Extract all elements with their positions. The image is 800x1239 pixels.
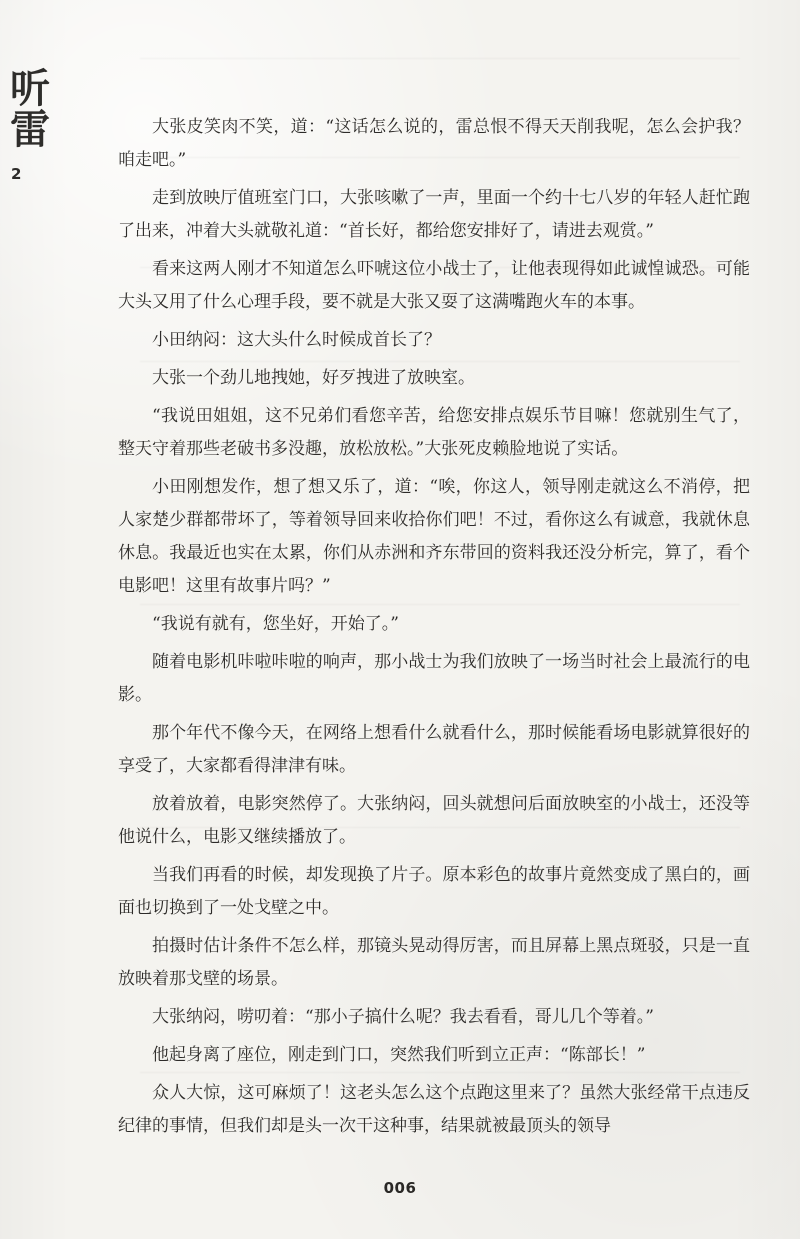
paragraph: 走到放映厅值班室门口，大张咳嗽了一声，里面一个约十七八岁的年轻人赶忙跑了出来，冲着大头就敬礼道：“首长好，都给您安排好了，请进去观赏。” (118, 188, 750, 241)
paragraph: 小田刚想发作，想了想又乐了，道：“唉，你这人，领导刚走就这么不消停，把人家楚少群都带坏了，等着领导回来收拾你们吧！不过，看你这么有诚意，我就休息休息。我最近也实在太累，你们从赤洲和齐东带回的资料我还没分析完，算了，看个电影吧！这里有故事片吗？” (118, 477, 750, 596)
paragraph: “我说田姐姐，这不兄弟们看您辛苦，给您安排点娱乐节目嘛！您就别生气了，整天守着那些老破书多没趣，放松放松。”大张死皮赖脸地说了实话。 (118, 406, 750, 459)
paragraph: 他起身离了座位，刚走到门口，突然我们听到立正声：“陈部长！” (152, 1045, 646, 1065)
paragraph: 大张皮笑肉不笑，道：“这话怎么说的，雷总恨不得天天削我呢，怎么会护我？咱走吧。” (118, 117, 750, 170)
paragraph: 小田纳闷：这大头什么时候成首长了？ (152, 330, 441, 350)
paragraph: 大张纳闷，唠叨着：“那小子搞什么呢？我去看看，哥儿几个等着。” (152, 1007, 654, 1027)
paragraph: “我说有就有，您坐好，开始了。” (152, 614, 399, 634)
side-title-char-1: 听 (10, 65, 50, 112)
paragraph: 当我们再看的时候，却发现换了片子。原本彩色的故事片竟然变成了黑白的，画面也切换到了一处戈壁之中。 (118, 865, 750, 918)
paragraph: 放着放着，电影突然停了。大张纳闷，回头就想问后面放映室的小战士，还没等他说什么，电影又继续播放了。 (118, 794, 750, 847)
bleed-through-line (140, 58, 740, 59)
paragraph: 看来这两人刚才不知道怎么吓唬这位小战士了，让他表现得如此诚惶诚恐。可能大头又用了什么心理手段，要不就是大张又耍了这满嘴跑火车的本事。 (118, 259, 750, 312)
paragraph: 大张一个劲儿地拽她，好歹拽进了放映室。 (152, 368, 475, 388)
paragraph: 那个年代不像今天，在网络上想看什么就看什么，那时候能看场电影就算很好的享受了，大家都看得津津有味。 (118, 723, 750, 776)
page-number: 006 (383, 1179, 417, 1197)
paragraph: 随着电影机咔啦咔啦的响声，那小战士为我们放映了一场当时社会上最流行的电影。 (118, 652, 750, 705)
body-text (118, 111, 750, 1143)
paragraph: 拍摄时估计条件不怎么样，那镜头晃动得厉害，而且屏幕上黑点斑驳，只是一直放映着那戈壁的场景。 (118, 936, 750, 989)
chapter-number: 2 (11, 165, 22, 183)
side-book-title (10, 65, 56, 153)
paragraph: 众人大惊，这可麻烦了！这老头怎么这个点跑这里来了？虽然大张经常干点违反纪律的事情，但我们却是头一次干这种事，结果就被最顶头的领导 (118, 1083, 750, 1136)
side-title-char-2: 雷 (10, 106, 50, 153)
